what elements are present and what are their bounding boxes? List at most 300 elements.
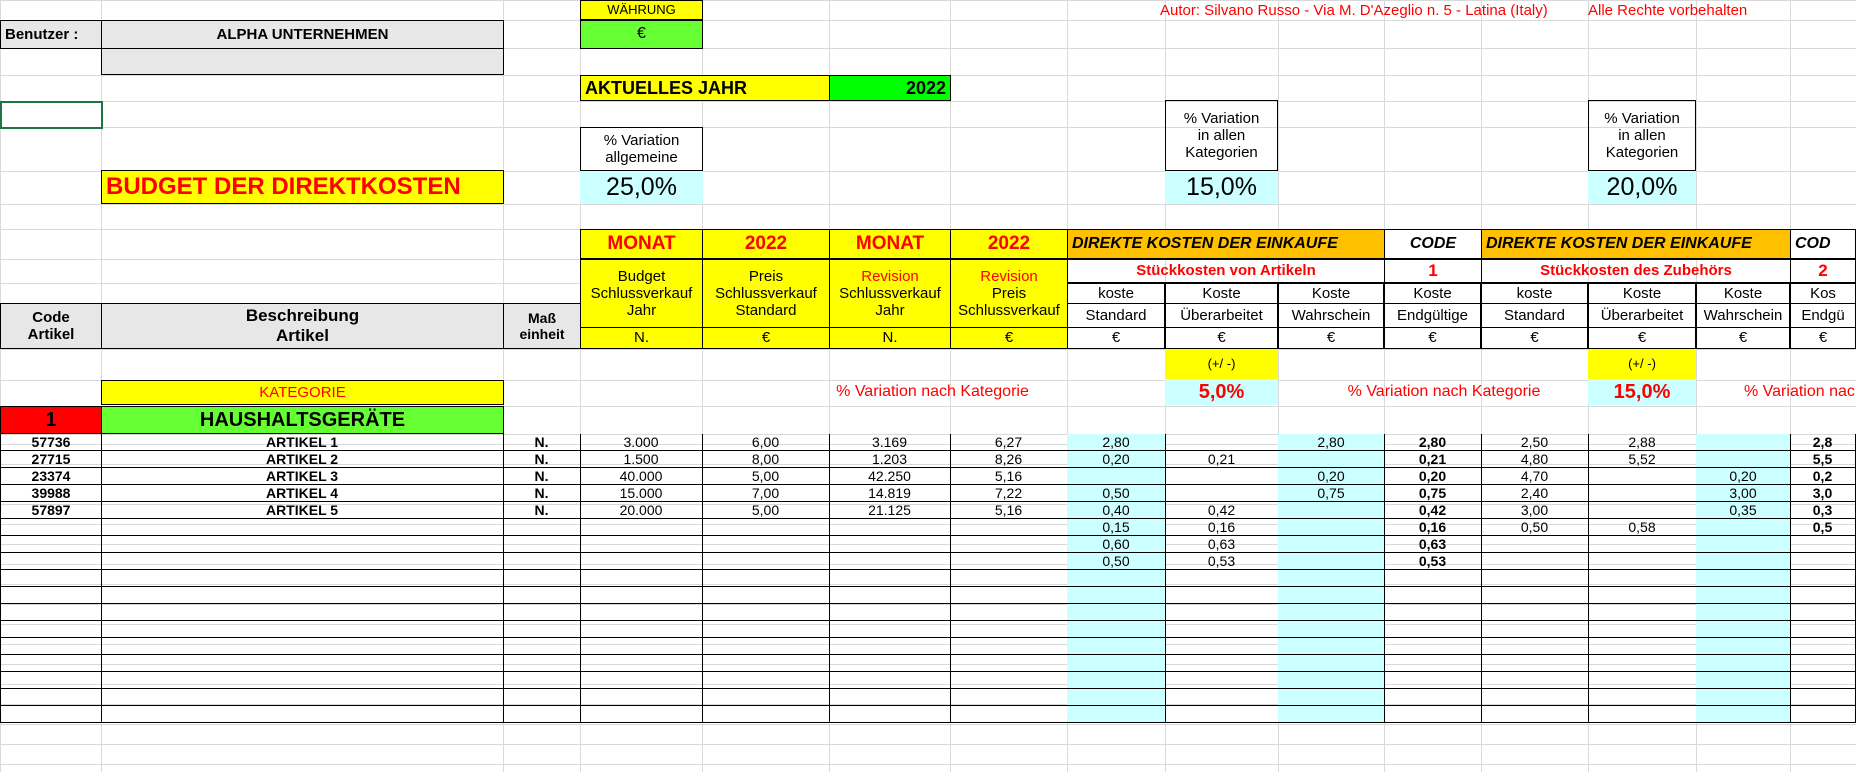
table-cell[interactable]	[950, 519, 1068, 536]
table-cell[interactable]	[1588, 485, 1697, 502]
table-cell[interactable]	[950, 706, 1068, 723]
kategorie-label: KATEGORIE	[101, 380, 504, 405]
grid-hline	[0, 127, 1856, 128]
table-cell[interactable]: 3,00	[1696, 485, 1791, 502]
cell-description[interactable]: ARTIKEL 2	[101, 451, 504, 468]
table-cell[interactable]	[1165, 485, 1279, 502]
table-cell[interactable]	[1278, 689, 1385, 706]
table-cell[interactable]: 0,5	[1790, 519, 1856, 536]
table-cell[interactable]	[1790, 536, 1856, 553]
table-cell[interactable]: 6,00	[702, 434, 830, 451]
table-cell[interactable]	[1384, 655, 1482, 672]
company-name[interactable]: ALPHA UNTERNEHMEN	[101, 20, 504, 49]
table-cell[interactable]: 5,16	[950, 502, 1068, 519]
grid-hline	[0, 349, 1856, 350]
table-cell[interactable]: 2,80	[1384, 434, 1482, 451]
table-cell[interactable]	[1278, 604, 1385, 621]
table-cell[interactable]: 0,50	[1067, 553, 1166, 570]
table-cell[interactable]	[950, 536, 1068, 553]
table-cell[interactable]	[1067, 706, 1166, 723]
table-cell[interactable]	[1588, 570, 1697, 587]
table-cell[interactable]	[1588, 672, 1697, 689]
var-kat1-line1: % Variation	[1183, 109, 1260, 127]
table-cell[interactable]	[580, 706, 703, 723]
variation-nach-kategorie-3: % Variation nac	[1744, 383, 1855, 401]
table-cell[interactable]: 0,20	[1384, 468, 1482, 485]
table-cell[interactable]	[1278, 587, 1385, 604]
koste-header-bottom: Standard	[1481, 303, 1588, 328]
cell-description[interactable]	[101, 587, 504, 604]
table-cell[interactable]	[702, 587, 830, 604]
table-cell[interactable]	[1481, 553, 1589, 570]
table-cell[interactable]	[580, 638, 703, 655]
cell-code[interactable]: 39988	[0, 485, 102, 502]
table-cell[interactable]: 0,75	[1278, 485, 1385, 502]
cell-code[interactable]: 27715	[0, 451, 102, 468]
table-cell[interactable]	[1384, 621, 1482, 638]
table-cell[interactable]	[829, 553, 951, 570]
cell-code[interactable]: 23374	[0, 468, 102, 485]
cell-code[interactable]	[0, 655, 102, 672]
table-cell[interactable]	[1588, 655, 1697, 672]
table-cell[interactable]: 7,22	[950, 485, 1068, 502]
table-cell[interactable]	[1696, 672, 1791, 689]
cell-description[interactable]	[101, 655, 504, 672]
table-cell[interactable]: 5,52	[1588, 451, 1697, 468]
table-cell[interactable]	[1067, 604, 1166, 621]
table-cell[interactable]: N.	[503, 451, 581, 468]
table-cell[interactable]	[950, 570, 1068, 587]
table-cell[interactable]: 8,26	[950, 451, 1068, 468]
table-cell[interactable]	[1481, 536, 1589, 553]
table-cell[interactable]	[702, 672, 830, 689]
table-cell[interactable]	[1165, 706, 1279, 723]
table-cell[interactable]	[503, 553, 581, 570]
table-cell[interactable]: 6,27	[950, 434, 1068, 451]
table-cell[interactable]	[702, 553, 830, 570]
cell-description[interactable]	[101, 553, 504, 570]
table-cell[interactable]: 15.000	[580, 485, 703, 502]
table-cell[interactable]	[1278, 672, 1385, 689]
table-cell[interactable]	[1588, 536, 1697, 553]
table-cell[interactable]	[1696, 587, 1791, 604]
table-cell[interactable]: N.	[503, 434, 581, 451]
variation-kategorien-value-1[interactable]: 15,0%	[1165, 171, 1278, 204]
table-cell[interactable]	[1588, 689, 1697, 706]
table-cell[interactable]	[503, 604, 581, 621]
table-cell[interactable]	[950, 689, 1068, 706]
category-name: HAUSHALTSGERÄTE	[101, 406, 504, 434]
table-cell[interactable]	[580, 536, 703, 553]
table-cell[interactable]: 0,16	[1165, 519, 1279, 536]
table-cell[interactable]	[1278, 638, 1385, 655]
table-cell[interactable]	[1696, 434, 1791, 451]
table-cell[interactable]	[950, 621, 1068, 638]
plusminus-1: (+/ -)	[1165, 349, 1278, 379]
variation-nach-kategorie-value-1[interactable]: 5,0%	[1165, 379, 1278, 405]
table-cell[interactable]: 2,80	[1067, 434, 1166, 451]
cell-code[interactable]	[0, 604, 102, 621]
table-cell[interactable]	[1067, 621, 1166, 638]
table-cell[interactable]	[503, 621, 581, 638]
table-cell[interactable]	[1696, 655, 1791, 672]
unit-eur-col: €	[1384, 327, 1481, 349]
cell-description[interactable]	[101, 638, 504, 655]
table-cell[interactable]	[1588, 706, 1697, 723]
table-cell[interactable]	[1278, 519, 1385, 536]
table-cell[interactable]: N.	[503, 485, 581, 502]
table-cell[interactable]	[1588, 621, 1697, 638]
koste-header-bottom: Wahrschein	[1696, 303, 1790, 328]
koste-header-bottom: Wahrschein	[1278, 303, 1384, 328]
table-cell[interactable]: 1.500	[580, 451, 703, 468]
table-cell[interactable]	[1790, 655, 1856, 672]
table-cell[interactable]	[1696, 706, 1791, 723]
table-cell[interactable]	[1790, 621, 1856, 638]
table-cell[interactable]	[1165, 621, 1279, 638]
table-cell[interactable]	[829, 570, 951, 587]
table-cell[interactable]	[1790, 689, 1856, 706]
cell-code[interactable]: 57897	[0, 502, 102, 519]
table-cell[interactable]	[1481, 570, 1589, 587]
table-cell[interactable]	[1588, 502, 1697, 519]
variation-nach-kategorie-1: % Variation nach Kategorie	[836, 383, 1029, 401]
table-cell[interactable]	[1165, 587, 1279, 604]
cell-code[interactable]	[0, 672, 102, 689]
table-cell[interactable]	[1481, 672, 1589, 689]
col-mass-header	[503, 303, 581, 349]
table-cell[interactable]	[1481, 655, 1589, 672]
table-cell[interactable]	[503, 689, 581, 706]
table-cell[interactable]	[1588, 587, 1697, 604]
table-cell[interactable]: N.	[503, 468, 581, 485]
table-cell[interactable]	[829, 536, 951, 553]
table-cell[interactable]	[950, 604, 1068, 621]
table-cell[interactable]	[503, 570, 581, 587]
table-cell[interactable]: 2,40	[1481, 485, 1589, 502]
table-cell[interactable]	[702, 621, 830, 638]
table-cell[interactable]	[503, 672, 581, 689]
table-cell[interactable]	[503, 638, 581, 655]
table-cell[interactable]: 0,20	[1278, 468, 1385, 485]
table-cell[interactable]	[1165, 672, 1279, 689]
table-cell[interactable]	[1384, 638, 1482, 655]
table-cell[interactable]	[950, 638, 1068, 655]
table-cell[interactable]	[1278, 621, 1385, 638]
table-cell[interactable]	[1696, 604, 1791, 621]
table-cell[interactable]: 0,50	[1067, 485, 1166, 502]
table-cell[interactable]: 0,63	[1384, 536, 1482, 553]
table-cell[interactable]: 0,40	[1067, 502, 1166, 519]
table-cell[interactable]: 5,00	[702, 502, 830, 519]
stueckkosten-artikeln: Stückkosten von Artikeln	[1067, 259, 1385, 283]
table-cell[interactable]	[702, 655, 830, 672]
table-cell[interactable]: 0,53	[1165, 553, 1279, 570]
cell-description[interactable]	[101, 621, 504, 638]
variation-nach-kategorie-value-2[interactable]: 15,0%	[1588, 379, 1696, 405]
table-cell[interactable]	[1165, 434, 1279, 451]
table-cell[interactable]	[1696, 570, 1791, 587]
table-cell[interactable]	[702, 536, 830, 553]
table-cell[interactable]	[1384, 672, 1482, 689]
table-cell[interactable]	[829, 587, 951, 604]
table-cell[interactable]	[1067, 587, 1166, 604]
table-cell[interactable]: 0,20	[1696, 468, 1791, 485]
table-cell[interactable]	[1696, 451, 1791, 468]
table-cell[interactable]	[950, 655, 1068, 672]
table-cell[interactable]	[1481, 587, 1589, 604]
cell-code[interactable]	[0, 536, 102, 553]
koste-header-top: Koste	[1278, 283, 1384, 304]
table-cell[interactable]	[1481, 604, 1589, 621]
table-cell[interactable]: 2,80	[1278, 434, 1385, 451]
cell-code[interactable]	[0, 638, 102, 655]
table-cell[interactable]: 8,00	[702, 451, 830, 468]
table-cell[interactable]	[503, 536, 581, 553]
table-cell[interactable]: 2,8	[1790, 434, 1856, 451]
table-cell[interactable]	[829, 604, 951, 621]
table-cell[interactable]: 0,63	[1165, 536, 1279, 553]
table-cell[interactable]	[702, 604, 830, 621]
table-cell[interactable]	[1384, 587, 1482, 604]
table-cell[interactable]	[1384, 604, 1482, 621]
table-cell[interactable]	[503, 655, 581, 672]
table-cell[interactable]	[1067, 672, 1166, 689]
preis-line2: Schlussverkauf	[715, 284, 817, 302]
table-cell[interactable]	[829, 519, 951, 536]
stueckkosten-zubehoer: Stückkosten des Zubehörs	[1481, 259, 1791, 283]
table-cell[interactable]	[1696, 689, 1791, 706]
table-cell[interactable]: 5,5	[1790, 451, 1856, 468]
table-cell[interactable]: 5,16	[950, 468, 1068, 485]
table-cell[interactable]	[580, 655, 703, 672]
direkte-kosten-header-1: DIREKTE KOSTEN DER EINKAUFE	[1067, 229, 1385, 259]
table-cell[interactable]	[1790, 570, 1856, 587]
table-cell[interactable]	[1384, 689, 1482, 706]
table-cell[interactable]	[1067, 638, 1166, 655]
cell-description[interactable]	[101, 519, 504, 536]
table-cell[interactable]	[580, 570, 703, 587]
table-cell[interactable]	[1067, 570, 1166, 587]
table-cell[interactable]	[829, 672, 951, 689]
cell-code[interactable]	[0, 706, 102, 723]
table-cell[interactable]: 2,88	[1588, 434, 1697, 451]
table-cell[interactable]	[1278, 536, 1385, 553]
table-cell[interactable]	[580, 553, 703, 570]
budget-line2: Schlussverkauf	[590, 284, 693, 302]
table-cell[interactable]: 1.203	[829, 451, 951, 468]
table-cell[interactable]	[1165, 468, 1279, 485]
var-kat1-line2: in allen	[1197, 126, 1246, 144]
table-cell[interactable]	[1790, 604, 1856, 621]
cell-code[interactable]	[0, 689, 102, 706]
table-cell[interactable]	[829, 655, 951, 672]
table-cell[interactable]	[1278, 553, 1385, 570]
table-cell[interactable]: 0,16	[1384, 519, 1482, 536]
table-cell[interactable]: 14.819	[829, 485, 951, 502]
table-cell[interactable]: 0,42	[1384, 502, 1482, 519]
table-cell[interactable]: 3.169	[829, 434, 951, 451]
table-cell[interactable]: 0,15	[1067, 519, 1166, 536]
table-cell[interactable]	[1588, 468, 1697, 485]
table-cell[interactable]	[1165, 655, 1279, 672]
cell-description[interactable]	[101, 604, 504, 621]
table-cell[interactable]	[702, 638, 830, 655]
selected-cell[interactable]	[0, 101, 103, 129]
table-cell[interactable]: 0,42	[1165, 502, 1279, 519]
cell-code[interactable]	[0, 621, 102, 638]
table-cell[interactable]	[702, 519, 830, 536]
table-cell[interactable]	[829, 689, 951, 706]
table-cell[interactable]	[1696, 553, 1791, 570]
table-cell[interactable]	[503, 706, 581, 723]
table-cell[interactable]: 20.000	[580, 502, 703, 519]
cell-description[interactable]: ARTIKEL 5	[101, 502, 504, 519]
cell-code[interactable]	[0, 553, 102, 570]
table-cell[interactable]	[1481, 706, 1589, 723]
table-cell[interactable]	[1384, 706, 1482, 723]
code-value-1: 1	[1384, 259, 1482, 283]
author-text: Autor: Silvano Russo - Via M. D'Azeglio n. 5 - Latina (Italy)	[1160, 2, 1548, 20]
table-cell[interactable]: 0,21	[1384, 451, 1482, 468]
unit-eur-col: €	[1278, 327, 1384, 349]
koste-header-top: Koste	[1165, 283, 1278, 304]
table-cell[interactable]	[1278, 451, 1385, 468]
col-budget-header	[580, 259, 703, 328]
variation-allgemeine-line1: % Variation	[603, 131, 680, 149]
table-cell[interactable]: 0,35	[1696, 502, 1791, 519]
table-cell[interactable]: N.	[503, 502, 581, 519]
budget-line1: Budget	[617, 267, 666, 285]
cell-description[interactable]: ARTIKEL 3	[101, 468, 504, 485]
table-cell[interactable]	[702, 570, 830, 587]
table-cell[interactable]	[1790, 553, 1856, 570]
table-cell[interactable]: 2,50	[1481, 434, 1589, 451]
table-cell[interactable]	[829, 621, 951, 638]
table-cell[interactable]: 0,2	[1790, 468, 1856, 485]
table-cell[interactable]	[1278, 706, 1385, 723]
table-cell[interactable]	[950, 587, 1068, 604]
table-cell[interactable]	[1067, 468, 1166, 485]
table-cell[interactable]	[1790, 672, 1856, 689]
table-cell[interactable]	[503, 587, 581, 604]
table-cell[interactable]	[580, 587, 703, 604]
table-cell[interactable]: 40.000	[580, 468, 703, 485]
cell-code[interactable]	[0, 519, 102, 536]
unit-eur-col: €	[1067, 327, 1165, 349]
cell-description[interactable]: ARTIKEL 4	[101, 485, 504, 502]
rights-text: Alle Rechte vorbehalten	[1588, 2, 1748, 20]
table-cell[interactable]: 7,00	[702, 485, 830, 502]
table-cell[interactable]	[1165, 570, 1279, 587]
aktuelles-jahr-value[interactable]: 2022	[829, 75, 951, 101]
table-cell[interactable]	[829, 706, 951, 723]
cell-description[interactable]	[101, 672, 504, 689]
table-cell[interactable]	[1481, 638, 1589, 655]
table-cell[interactable]	[580, 604, 703, 621]
table-cell[interactable]	[1481, 689, 1589, 706]
table-cell[interactable]	[1067, 689, 1166, 706]
cell-description[interactable]	[101, 570, 504, 587]
header-monat-2: MONAT	[829, 229, 951, 259]
table-cell[interactable]	[1588, 553, 1697, 570]
table-cell[interactable]: 4,70	[1481, 468, 1589, 485]
table-cell[interactable]	[1165, 604, 1279, 621]
cell-code[interactable]	[0, 587, 102, 604]
cell-description[interactable]	[101, 536, 504, 553]
cell-description[interactable]: ARTIKEL 1	[101, 434, 504, 451]
table-cell[interactable]	[702, 689, 830, 706]
table-cell[interactable]: 0,60	[1067, 536, 1166, 553]
table-cell[interactable]	[1481, 621, 1589, 638]
table-cell[interactable]	[580, 689, 703, 706]
table-cell[interactable]: 3.000	[580, 434, 703, 451]
table-cell[interactable]	[1696, 536, 1791, 553]
table-cell[interactable]	[1278, 570, 1385, 587]
table-cell[interactable]: 0,50	[1481, 519, 1589, 536]
table-cell[interactable]	[702, 706, 830, 723]
table-cell[interactable]	[950, 553, 1068, 570]
company-subline[interactable]	[101, 48, 504, 75]
table-cell[interactable]: 3,0	[1790, 485, 1856, 502]
koste-header-top: Koste	[1696, 283, 1790, 304]
variation-kategorien-value-2[interactable]: 20,0%	[1588, 171, 1696, 204]
variation-allgemeine-value[interactable]: 25,0%	[580, 171, 703, 204]
cell-description[interactable]	[101, 689, 504, 706]
table-cell[interactable]	[1696, 621, 1791, 638]
table-cell[interactable]	[1384, 570, 1482, 587]
table-cell[interactable]: 0,20	[1067, 451, 1166, 468]
table-cell[interactable]	[580, 519, 703, 536]
table-cell[interactable]	[1790, 638, 1856, 655]
table-cell[interactable]: 0,58	[1588, 519, 1697, 536]
table-cell[interactable]	[1696, 519, 1791, 536]
table-cell[interactable]	[1588, 638, 1697, 655]
table-cell[interactable]	[829, 638, 951, 655]
table-cell[interactable]	[1790, 587, 1856, 604]
table-cell[interactable]: 5,00	[702, 468, 830, 485]
table-cell[interactable]	[1588, 604, 1697, 621]
table-cell[interactable]: 0,21	[1165, 451, 1279, 468]
cell-description[interactable]	[101, 706, 504, 723]
waehrung-value[interactable]: €	[580, 20, 703, 49]
table-cell[interactable]	[1165, 638, 1279, 655]
table-cell[interactable]	[1278, 502, 1385, 519]
table-cell[interactable]	[580, 621, 703, 638]
table-cell[interactable]	[950, 672, 1068, 689]
table-cell[interactable]	[580, 672, 703, 689]
table-cell[interactable]: 3,00	[1481, 502, 1589, 519]
table-cell[interactable]	[1165, 689, 1279, 706]
unit-eur-col: €	[1165, 327, 1278, 349]
table-cell[interactable]: 42.250	[829, 468, 951, 485]
table-cell[interactable]	[1790, 706, 1856, 723]
table-cell[interactable]	[1278, 655, 1385, 672]
table-cell[interactable]: 4,80	[1481, 451, 1589, 468]
table-cell[interactable]: 0,53	[1384, 553, 1482, 570]
koste-header-bottom: Überarbeitet	[1588, 303, 1696, 328]
table-cell[interactable]	[1696, 638, 1791, 655]
table-cell[interactable]: 0,3	[1790, 502, 1856, 519]
table-cell[interactable]: 0,75	[1384, 485, 1482, 502]
table-cell[interactable]	[503, 519, 581, 536]
cell-code[interactable]: 57736	[0, 434, 102, 451]
benutzer-label: Benutzer :	[0, 20, 102, 49]
table-cell[interactable]	[1067, 655, 1166, 672]
cell-code[interactable]	[0, 570, 102, 587]
table-cell[interactable]: 21.125	[829, 502, 951, 519]
unit-eur-col: €	[1588, 327, 1696, 349]
